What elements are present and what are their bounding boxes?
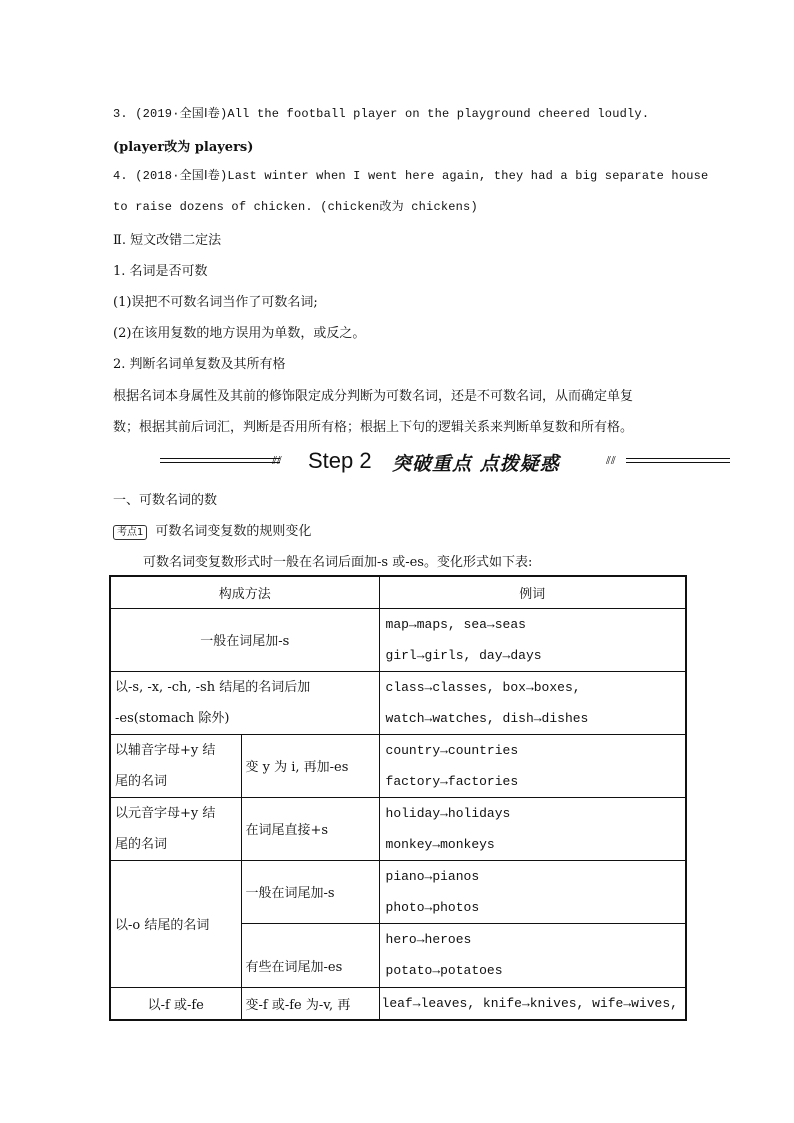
left-double-rule	[160, 458, 280, 466]
plural-rules-table	[109, 575, 687, 1021]
rule-method: 变-f 或-fe 为-v, 再	[241, 987, 379, 1020]
paragraph-line-2: 数；根据其前后词汇，判断是否用所有格；根据上下句的逻辑关系来判断单复数和所有格。	[113, 420, 634, 435]
example-line: girl→girls, day→days	[385, 647, 542, 663]
rule-examples: leaf→leaves, knife→knives, wife→wives,	[379, 987, 686, 1020]
step-banner	[160, 448, 732, 478]
example-line: photo→photos	[385, 899, 480, 915]
topic-line	[113, 520, 311, 540]
rule-method: 一般在词尾加-s	[241, 860, 379, 923]
example-line: country→countries	[385, 742, 519, 758]
rule-condition: 以-o 结尾的名词	[110, 860, 241, 987]
subheading-1: 1. 名词是否可数	[113, 264, 208, 279]
example-line: watch→watches, dish→dishes	[385, 710, 589, 726]
subpoint-1b: (2)在该用复数的地方误用为单数，或反之。	[113, 326, 366, 341]
topic-badge: 考点1	[113, 525, 147, 540]
table-header-row	[110, 576, 686, 608]
example-line: hero→heroes	[385, 932, 472, 947]
rule-examples	[379, 608, 686, 671]
condition-line: 尾的名词	[115, 836, 168, 852]
subheading-2: 2. 判断名词单复数及其所有格	[113, 357, 286, 372]
example-line: piano→pianos	[385, 868, 480, 884]
rule-condition	[110, 734, 241, 797]
rule-examples	[379, 797, 686, 860]
example-line: class→classes, box→boxes,	[385, 679, 581, 695]
table-row	[110, 797, 686, 860]
right-double-rule	[626, 458, 730, 466]
rule-condition	[110, 797, 241, 860]
rule-examples	[379, 923, 686, 987]
example-line: potato→potatoes	[385, 963, 503, 978]
table-row	[110, 608, 686, 671]
example-line: holiday→holidays	[385, 805, 511, 821]
step-subtitle: 突破重点 点拨疑惑	[392, 453, 560, 475]
table-row	[110, 987, 686, 1020]
topic-title: 可数名词变复数的规则变化	[155, 524, 312, 539]
rule-examples	[379, 671, 686, 734]
rule-condition: 以-f 或-fe	[110, 987, 241, 1020]
method-line: 以-s, -x, -ch, -sh 结尾的名词后加	[115, 679, 311, 695]
header-method: 构成方法	[110, 576, 379, 608]
paragraph-line-1: 根据名词本身属性及其前的修饰限定成分判断为可数名词，还是不可数名词，从而确定单复	[113, 389, 634, 404]
header-example: 例词	[379, 576, 686, 608]
table-row	[110, 860, 686, 923]
table-row	[110, 734, 686, 797]
example-line: map→maps, sea→seas	[385, 616, 526, 632]
condition-line: 以辅音字母+y 结	[115, 742, 216, 758]
section-2-heading: Ⅱ. 短文改错二定法	[113, 233, 222, 248]
item-3-correction: (player改为 players)	[113, 140, 254, 155]
part-1-heading: 一、可数名词的数	[113, 493, 218, 508]
table-row	[110, 671, 686, 734]
step-title: Step 2	[308, 448, 372, 473]
left-slash-marks: ⫽⫽	[272, 454, 282, 467]
item-4-sentence-cont: to raise dozens of chicken. (chicken改为 chickens)	[113, 200, 478, 214]
rule-method	[110, 671, 379, 734]
condition-line: 以元音字母+y 结	[115, 805, 216, 821]
method-line: -es(stomach 除外)	[115, 710, 230, 726]
rule-examples	[379, 860, 686, 923]
item-4-sentence: 4. (2018·全国Ⅰ卷)Last winter when I went here again, they had a big separate house	[113, 169, 709, 183]
rule-method: 变 y 为 i, 再加-es	[241, 734, 379, 797]
intro-text: 可数名词变复数形式时一般在名词后面加-s 或-es。变化形式如下表:	[143, 555, 533, 570]
subpoint-1a: (1)误把不可数名词当作了可数名词;	[113, 295, 318, 310]
example-line: factory→factories	[385, 773, 519, 789]
rule-method: 在词尾直接+s	[241, 797, 379, 860]
right-slash-marks: ⫽⫽	[606, 454, 616, 467]
condition-line: 尾的名词	[115, 773, 168, 789]
rule-examples	[379, 734, 686, 797]
item-3-sentence: 3. (2019·全国Ⅰ卷)All the football player on the playground cheered loudly.	[113, 107, 650, 121]
example-line: monkey→monkeys	[385, 836, 495, 852]
rule-method: 有些在词尾加-es	[241, 923, 379, 987]
rule-method: 一般在词尾加-s	[110, 608, 379, 671]
